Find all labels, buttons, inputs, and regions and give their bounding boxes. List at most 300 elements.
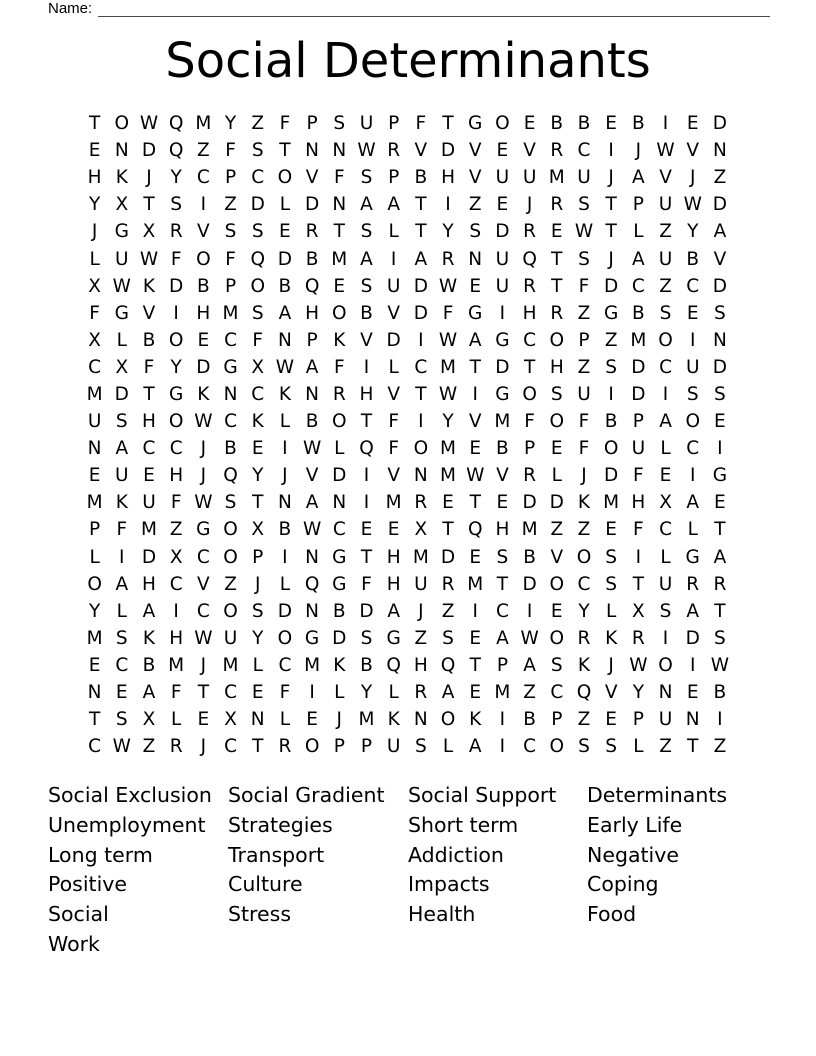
grid-letter-r20-c6: U	[223, 627, 238, 649]
grid-letter-r24-c14: L	[442, 736, 454, 758]
grid-letter-r12-c23: O	[685, 411, 700, 433]
grid-letter-r9-c19: P	[578, 329, 590, 351]
grid-letter-r17-c15: E	[469, 546, 482, 568]
grid-letter-r3-c16: U	[495, 167, 510, 189]
grid-letter-r9-c13: I	[418, 329, 424, 351]
grid-letter-r9-c1: X	[88, 329, 101, 351]
grid-letter-r24-c20: S	[605, 736, 618, 758]
grid-letter-r16-c1: P	[89, 519, 101, 541]
grid-letter-r11-c24: S	[714, 383, 726, 405]
grid-letter-r13-c20: O	[603, 438, 619, 460]
grid-letter-r20-c14: S	[442, 627, 454, 649]
grid-letter-r11-c12: V	[387, 383, 400, 405]
grid-letter-r23-c22: U	[658, 709, 673, 731]
word-bank-item: Strategies	[228, 812, 333, 837]
grid-letter-r2-c16: E	[496, 140, 509, 162]
grid-letter-r22-c1: N	[87, 682, 102, 704]
grid-letter-r21-c4: M	[168, 654, 185, 676]
grid-letter-r7-c21: C	[631, 275, 645, 297]
grid-letter-r14-c12: V	[387, 465, 400, 487]
grid-letter-r9-c15: A	[468, 329, 482, 351]
grid-letter-r17-c2: I	[119, 546, 125, 568]
grid-letter-r9-c5: E	[197, 329, 210, 351]
grid-letter-r6-c15: N	[468, 248, 483, 270]
grid-letter-r20-c17: W	[520, 627, 539, 649]
grid-letter-r7-c18: T	[551, 275, 563, 297]
grid-letter-r7-c1: X	[88, 275, 101, 297]
grid-letter-r12-c24: E	[714, 411, 726, 433]
grid-letter-r12-c16: M	[494, 411, 511, 433]
grid-letter-r17-c11: T	[360, 546, 373, 568]
grid-letter-r15-c16: E	[496, 492, 509, 514]
grid-letter-r17-c20: S	[605, 546, 618, 568]
grid-letter-r22-c12: L	[388, 682, 399, 704]
grid-letter-r14-c14: M	[440, 465, 457, 487]
grid-letter-r3-c1: H	[87, 167, 102, 189]
grid-letter-r9-c6: C	[224, 329, 237, 351]
grid-letter-r24-c22: Z	[659, 736, 672, 758]
grid-letter-r15-c13: R	[414, 492, 428, 514]
grid-letter-r22-c7: E	[251, 682, 264, 704]
grid-letter-r4-c6: Z	[224, 194, 237, 216]
grid-letter-r9-c16: G	[495, 329, 510, 351]
grid-letter-r16-c17: M	[521, 519, 538, 541]
grid-letter-r19-c4: I	[173, 600, 179, 622]
word-bank-item: Positive	[48, 872, 128, 897]
grid-letter-r13-c12: F	[388, 438, 399, 460]
grid-letter-r22-c2: E	[115, 682, 128, 704]
grid-letter-r24-c10: P	[333, 736, 345, 758]
grid-letter-r17-c4: X	[169, 546, 183, 568]
grid-letter-r8-c3: V	[142, 302, 156, 324]
grid-letter-r15-c6: S	[224, 492, 237, 514]
grid-letter-r5-c18: E	[550, 221, 563, 243]
grid-letter-r14-c20: D	[604, 465, 619, 487]
grid-letter-r19-c8: D	[277, 600, 293, 622]
grid-letter-r11-c23: S	[686, 383, 699, 405]
grid-letter-r16-c2: F	[116, 519, 128, 541]
grid-letter-r17-c17: B	[523, 546, 536, 568]
grid-letter-r22-c9: I	[309, 682, 315, 704]
word-bank-item: Culture	[228, 872, 303, 897]
grid-letter-r23-c24: I	[717, 709, 723, 731]
grid-letter-r8-c17: H	[522, 302, 537, 324]
grid-letter-r1-c21: B	[631, 113, 645, 135]
grid-letter-r15-c3: U	[142, 492, 156, 514]
grid-letter-r1-c2: O	[114, 113, 130, 135]
grid-letter-r11-c13: T	[415, 383, 427, 405]
grid-letter-r16-c13: X	[414, 519, 428, 541]
grid-letter-r17-c23: G	[685, 546, 700, 568]
grid-letter-r6-c5: O	[196, 248, 211, 270]
grid-letter-r16-c24: T	[714, 519, 726, 541]
grid-letter-r24-c12: U	[386, 736, 401, 758]
grid-letter-r11-c22: I	[662, 383, 669, 405]
grid-letter-r13-c3: C	[142, 438, 156, 460]
grid-letter-r2-c3: D	[141, 140, 157, 162]
grid-letter-r24-c9: O	[304, 736, 320, 758]
grid-letter-r22-c20: V	[604, 682, 618, 704]
grid-letter-r21-c9: M	[304, 654, 321, 676]
grid-letter-r24-c11: P	[360, 736, 373, 758]
grid-letter-r4-c10: N	[332, 194, 347, 216]
grid-letter-r18-c7: J	[254, 573, 261, 595]
grid-letter-r6-c4: F	[170, 248, 182, 270]
grid-letter-r3-c12: P	[388, 167, 400, 189]
grid-letter-r13-c9: W	[302, 438, 322, 460]
grid-letter-r14-c22: E	[659, 465, 672, 487]
grid-letter-r9-c9: P	[306, 329, 318, 351]
grid-letter-r21-c3: B	[142, 654, 156, 676]
grid-letter-r2-c1: E	[88, 140, 101, 162]
grid-letter-r8-c14: F	[442, 302, 454, 324]
grid-letter-r3-c5: C	[196, 167, 210, 189]
grid-letter-r11-c10: R	[332, 383, 346, 405]
grid-letter-r23-c1: T	[88, 709, 101, 731]
grid-letter-r10-c2: X	[115, 356, 129, 378]
grid-letter-r21-c22: O	[658, 654, 673, 676]
grid-letter-r11-c3: T	[143, 383, 155, 405]
grid-letter-r16-c6: O	[223, 519, 238, 541]
grid-letter-r2-c18: R	[550, 140, 564, 162]
grid-letter-r18-c3: H	[142, 573, 156, 595]
grid-letter-r22-c16: M	[494, 682, 511, 704]
grid-letter-r3-c17: U	[522, 167, 537, 189]
grid-letter-r6-c7: Q	[250, 248, 265, 270]
grid-letter-r1-c23: E	[686, 113, 699, 135]
grid-letter-r8-c21: B	[631, 302, 645, 324]
grid-letter-r23-c12: K	[387, 709, 400, 731]
grid-letter-r12-c14: Y	[442, 411, 454, 433]
grid-letter-r4-c5: I	[200, 194, 207, 216]
grid-letter-r7-c22: Z	[659, 275, 672, 297]
grid-letter-r23-c13: N	[413, 709, 428, 731]
grid-letter-r9-c8: N	[277, 329, 292, 351]
grid-letter-r8-c19: Z	[577, 302, 591, 324]
grid-letter-r7-c23: C	[686, 275, 700, 297]
grid-letter-r22-c21: Y	[632, 682, 644, 704]
grid-letter-r4-c7: D	[250, 194, 265, 216]
grid-letter-r19-c24: T	[714, 600, 726, 622]
grid-letter-r20-c23: D	[685, 627, 700, 649]
grid-letter-r15-c23: A	[686, 492, 700, 514]
grid-letter-r20-c11: S	[360, 627, 373, 649]
grid-letter-r2-c23: V	[686, 140, 700, 162]
grid-letter-r19-c5: C	[196, 600, 210, 622]
grid-letter-r3-c4: Y	[170, 167, 182, 189]
grid-letter-r16-c10: C	[332, 519, 346, 541]
grid-letter-r11-c17: O	[522, 383, 537, 405]
grid-letter-r16-c19: Z	[577, 519, 591, 541]
grid-letter-r13-c4: C	[169, 438, 183, 460]
grid-letter-r20-c20: K	[605, 627, 618, 649]
grid-letter-r1-c17: E	[523, 113, 536, 135]
grid-letter-r4-c23: W	[683, 194, 702, 216]
grid-letter-r24-c6: C	[224, 736, 237, 758]
grid-letter-r16-c11: E	[360, 519, 373, 541]
grid-letter-r2-c17: V	[523, 140, 536, 162]
grid-letter-r16-c3: M	[140, 519, 157, 541]
grid-letter-r4-c15: Z	[468, 194, 482, 216]
grid-letter-r11-c19: U	[577, 383, 591, 405]
grid-letter-r22-c13: R	[414, 682, 428, 704]
grid-letter-r4-c17: J	[526, 194, 533, 216]
grid-letter-r1-c22: I	[662, 113, 669, 135]
grid-letter-r8-c15: G	[468, 302, 483, 324]
grid-letter-r8-c23: E	[686, 302, 699, 324]
grid-letter-r2-c15: V	[468, 140, 482, 162]
grid-letter-r10-c11: I	[363, 356, 370, 378]
grid-letter-r23-c23: N	[685, 709, 700, 731]
grid-letter-r13-c23: C	[686, 438, 700, 460]
grid-letter-r4-c18: R	[550, 194, 564, 216]
grid-letter-r5-c4: R	[169, 221, 183, 243]
grid-letter-r15-c7: T	[252, 492, 264, 514]
grid-letter-r16-c23: L	[687, 519, 698, 541]
grid-letter-r7-c13: D	[413, 275, 428, 297]
grid-letter-r15-c17: D	[522, 492, 537, 514]
grid-letter-r22-c3: A	[142, 682, 156, 704]
grid-letter-r4-c20: T	[605, 194, 617, 216]
grid-letter-r12-c22: A	[659, 411, 672, 433]
grid-letter-r5-c3: X	[142, 221, 156, 243]
grid-letter-r21-c20: J	[608, 654, 614, 676]
grid-letter-r8-c13: D	[413, 302, 428, 324]
grid-letter-r13-c8: I	[282, 438, 288, 460]
grid-letter-r16-c18: Z	[550, 519, 564, 541]
grid-letter-r17-c24: A	[713, 546, 727, 568]
grid-letter-r2-c7: S	[251, 140, 264, 162]
grid-letter-r19-c6: O	[223, 600, 238, 622]
grid-letter-r19-c16: C	[495, 600, 509, 622]
grid-letter-r6-c11: A	[360, 248, 373, 270]
grid-letter-r9-c4: O	[168, 329, 184, 351]
grid-letter-r8-c2: G	[114, 302, 129, 324]
grid-letter-r18-c17: D	[522, 573, 537, 595]
grid-letter-r18-c1: O	[87, 573, 102, 595]
grid-letter-r18-c6: Z	[224, 573, 237, 595]
grid-letter-r18-c24: R	[713, 573, 727, 595]
grid-letter-r19-c15: I	[472, 600, 478, 622]
grid-letter-r14-c4: H	[169, 465, 184, 487]
grid-letter-r1-c16: O	[495, 113, 510, 135]
grid-letter-r7-c24: D	[712, 275, 728, 297]
grid-letter-r14-c7: Y	[252, 465, 264, 487]
grid-letter-r21-c17: A	[523, 654, 536, 676]
grid-letter-r23-c3: X	[142, 709, 156, 731]
grid-letter-r9-c10: K	[333, 329, 346, 351]
grid-letter-r4-c4: S	[170, 194, 183, 216]
grid-letter-r23-c7: N	[250, 709, 265, 731]
grid-letter-r24-c24: Z	[713, 736, 727, 758]
word-bank-column-1	[48, 781, 228, 960]
grid-letter-r7-c17: R	[523, 275, 537, 297]
grid-letter-r19-c21: X	[632, 600, 645, 622]
grid-letter-r21-c15: T	[469, 654, 481, 676]
grid-letter-r14-c16: V	[496, 465, 509, 487]
grid-letter-r10-c17: T	[523, 356, 536, 378]
grid-letter-r18-c4: C	[169, 573, 183, 595]
grid-letter-r22-c6: C	[224, 682, 237, 704]
grid-letter-r24-c5: J	[200, 736, 207, 758]
grid-letter-r16-c20: E	[605, 519, 617, 541]
grid-letter-r3-c14: H	[441, 167, 455, 189]
grid-letter-r23-c5: E	[197, 709, 210, 731]
grid-letter-r20-c2: S	[115, 627, 128, 649]
grid-letter-r10-c7: X	[251, 356, 265, 378]
grid-letter-r11-c11: H	[359, 383, 374, 405]
grid-letter-r24-c16: I	[499, 736, 506, 758]
grid-letter-r6-c3: W	[139, 248, 159, 270]
grid-letter-r22-c14: A	[441, 682, 455, 704]
grid-letter-r4-c2: X	[115, 194, 129, 216]
grid-letter-r4-c11: A	[360, 194, 373, 216]
grid-letter-r14-c24: G	[712, 465, 728, 487]
grid-letter-r3-c3: J	[146, 167, 152, 189]
grid-letter-r10-c4: Y	[170, 356, 182, 378]
grid-letter-r10-c1: C	[88, 356, 102, 378]
grid-letter-r11-c6: N	[223, 383, 238, 405]
grid-letter-r7-c20: D	[604, 275, 619, 297]
grid-letter-r1-c8: F	[279, 113, 291, 135]
grid-letter-r13-c5: J	[200, 438, 207, 460]
grid-letter-r5-c9: R	[305, 221, 319, 243]
grid-letter-r13-c13: O	[413, 438, 429, 460]
grid-letter-r17-c10: G	[332, 546, 347, 568]
grid-letter-r15-c2: K	[115, 492, 128, 514]
grid-letter-r20-c4: H	[169, 627, 184, 649]
grid-letter-r17-c14: D	[440, 546, 456, 568]
grid-letter-r3-c21: A	[632, 167, 645, 189]
grid-letter-r20-c12: G	[386, 627, 401, 649]
grid-letter-r6-c24: V	[713, 248, 727, 270]
word-bank-column-3	[408, 781, 587, 960]
grid-letter-r23-c9: E	[306, 709, 318, 731]
grid-letter-r23-c16: I	[499, 709, 506, 731]
grid-letter-r19-c3: A	[142, 600, 156, 622]
grid-letter-r6-c10: M	[331, 248, 348, 270]
grid-letter-r16-c15: Q	[467, 519, 483, 541]
grid-letter-r3-c18: M	[548, 167, 565, 189]
grid-letter-r17-c6: O	[223, 546, 238, 568]
grid-letter-r12-c15: V	[468, 411, 482, 433]
grid-letter-r6-c14: R	[441, 248, 455, 270]
name-label: Name:	[48, 0, 93, 17]
grid-letter-r17-c16: S	[496, 546, 509, 568]
grid-letter-r3-c22: V	[659, 167, 672, 189]
grid-letter-r5-c12: L	[388, 221, 399, 243]
word-bank-item: Social Support	[408, 783, 557, 807]
grid-letter-r24-c18: O	[549, 736, 565, 758]
grid-letter-r4-c16: E	[496, 194, 509, 216]
grid-letter-r21-c8: C	[278, 654, 292, 676]
grid-letter-r12-c10: O	[332, 411, 347, 433]
grid-letter-r23-c10: J	[336, 709, 343, 731]
grid-letter-r18-c11: F	[361, 573, 372, 595]
grid-letter-r7-c7: O	[250, 275, 265, 297]
grid-letter-r7-c19: F	[578, 275, 590, 297]
grid-letter-r1-c24: D	[712, 113, 728, 135]
grid-letter-r23-c4: L	[171, 709, 182, 731]
grid-letter-r19-c13: J	[418, 600, 424, 622]
grid-letter-r5-c15: S	[469, 221, 482, 243]
grid-letter-r13-c2: A	[115, 438, 129, 460]
grid-letter-r4-c21: P	[632, 194, 644, 216]
grid-letter-r4-c24: D	[712, 194, 728, 216]
grid-letter-r15-c18: D	[549, 492, 564, 514]
grid-letter-r7-c16: U	[495, 275, 510, 297]
grid-letter-r3-c11: S	[360, 167, 373, 189]
grid-letter-r2-c12: R	[387, 140, 401, 162]
grid-letter-r17-c5: C	[196, 546, 210, 568]
grid-letter-r18-c15: M	[467, 573, 484, 595]
grid-letter-r3-c2: K	[115, 167, 128, 189]
grid-letter-r14-c8: J	[282, 465, 288, 487]
grid-letter-r15-c22: X	[659, 492, 672, 514]
grid-letter-r14-c9: V	[305, 465, 319, 487]
grid-letter-r18-c12: H	[386, 573, 401, 595]
grid-letter-r10-c18: H	[549, 356, 564, 378]
grid-letter-r10-c19: Z	[577, 356, 591, 378]
grid-letter-r10-c12: L	[388, 356, 399, 378]
grid-letter-r6-c9: B	[305, 248, 319, 270]
grid-letter-r20-c19: R	[577, 627, 591, 649]
grid-letter-r11-c8: K	[278, 383, 291, 405]
grid-letter-r17-c21: I	[635, 546, 642, 568]
grid-letter-r10-c13: C	[414, 356, 428, 378]
grid-letter-r13-c17: P	[524, 438, 536, 460]
grid-letter-r20-c3: K	[142, 627, 156, 649]
grid-letter-r16-c21: F	[633, 519, 644, 541]
grid-letter-r7-c6: P	[224, 275, 237, 297]
grid-letter-r24-c21: L	[633, 736, 644, 758]
grid-letter-r5-c11: S	[360, 221, 373, 243]
grid-letter-r9-c7: F	[252, 329, 264, 351]
grid-letter-r13-c16: B	[496, 438, 509, 460]
grid-letter-r14-c2: U	[115, 465, 129, 487]
grid-letter-r10-c23: U	[685, 356, 700, 378]
grid-letter-r7-c9: Q	[304, 275, 320, 297]
grid-letter-r20-c16: A	[496, 627, 509, 649]
grid-letter-r11-c15: I	[472, 383, 478, 405]
grid-letter-r13-c1: N	[87, 438, 102, 460]
grid-letter-r5-c1: J	[91, 221, 98, 243]
grid-letter-r16-c8: B	[278, 519, 292, 541]
grid-letter-r9-c11: V	[360, 329, 373, 351]
grid-letter-r9-c18: O	[549, 329, 565, 351]
grid-letter-r12-c4: O	[168, 411, 184, 433]
grid-letter-r15-c20: M	[603, 492, 620, 514]
grid-letter-r3-c20: J	[608, 167, 614, 189]
grid-letter-r21-c16: P	[496, 654, 508, 676]
grid-letter-r14-c5: J	[200, 465, 207, 487]
grid-letter-r15-c9: A	[305, 492, 319, 514]
grid-letter-r9-c14: W	[438, 329, 458, 351]
grid-letter-r22-c10: L	[334, 682, 345, 704]
word-bank-item: Stress	[228, 902, 292, 927]
grid-letter-r10-c6: G	[223, 356, 238, 378]
grid-letter-r13-c24: I	[717, 438, 723, 460]
grid-letter-r2-c10: N	[332, 140, 347, 162]
grid-letter-r6-c23: B	[686, 248, 700, 270]
grid-letter-r5-c5: V	[197, 221, 210, 243]
grid-letter-r1-c1: T	[88, 113, 101, 135]
grid-letter-r17-c19: O	[576, 546, 592, 568]
grid-letter-r16-c9: W	[302, 519, 322, 541]
grid-letter-r6-c16: U	[495, 248, 510, 270]
grid-letter-r2-c19: C	[577, 140, 591, 162]
grid-letter-r21-c23: I	[689, 654, 696, 676]
